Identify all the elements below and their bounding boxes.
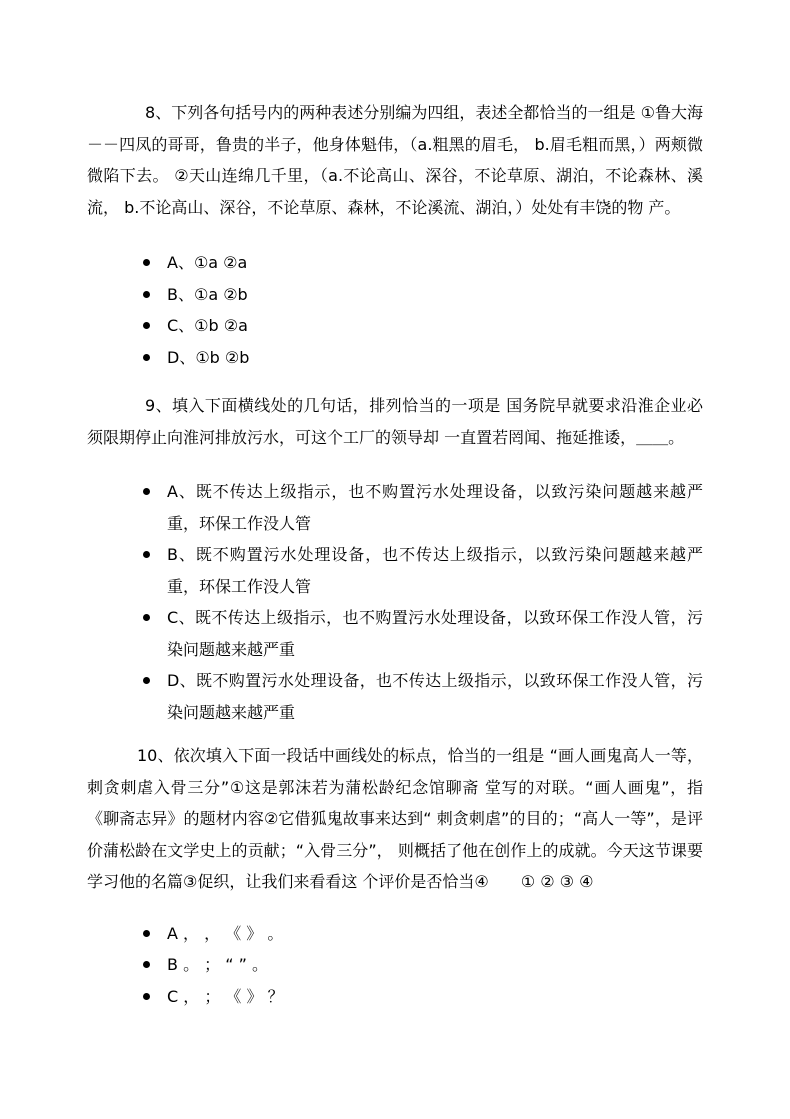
option-item xyxy=(167,949,703,981)
question-10-options xyxy=(87,918,703,1013)
option-text: C ， ； 《 》 ？ xyxy=(167,986,284,1006)
question-9-stem: 9、填入下面横线处的几句话，排列恰当的一项是 国务院早就要求沿淮企业必须限期停止向淮河排放污水，可这个工厂的领导却 一直置若罔闻、拖延推诿，＿＿。 xyxy=(87,396,703,447)
question-10 xyxy=(87,740,703,1012)
option-item xyxy=(167,342,703,374)
option-text: B 。 ； “ ” 。 xyxy=(167,955,268,974)
question-9-options xyxy=(87,476,703,728)
option-text: B、①a ②b xyxy=(167,284,248,304)
bullet-icon xyxy=(143,291,150,298)
option-item xyxy=(167,310,703,342)
question-10-stem: 10、依次填入下面一段话中画线处的标点，恰当的一组是 “画人画鬼高人一等，刺贪刺虐入骨三分”①这是郭沫若为蒲松龄纪念馆聊斋 堂写的对联。“画人画鬼”，指《聊斋志异》的题材内容②它借狐鬼故事来达到“ 刺贪刺虐”的目的；“高人一等”，是评价蒲松龄在文学史上的贡献；“入骨三分”， 则概括了他在创作上的成就。今天这节课要学习他的名篇③促织，让我们来看看这 个评价是否恰当④ ① ② ③ ④ xyxy=(87,746,703,891)
bullet-icon xyxy=(143,677,150,684)
option-text: C、既不传达上级指示，也不购置污水处理设备，以致环保工作没人管，污染问题越来越严重 xyxy=(167,608,703,659)
option-item xyxy=(167,665,703,728)
option-item xyxy=(167,539,703,602)
bullet-icon xyxy=(143,614,150,621)
option-item xyxy=(167,918,703,950)
option-text: D、既不购置污水处理设备，也不传达上级指示，以致环保工作没人管，污染问题越来越严重 xyxy=(167,671,703,722)
bullet-icon xyxy=(143,993,150,1000)
question-9 xyxy=(87,390,703,728)
question-8-stem: 8、下列各句括号内的两种表述分别编为四组，表述全都恰当的一组是 ①鲁大海－－四凤的哥哥，鲁贵的半子，他身体魁伟，（a.粗黑的眉毛， b.眉毛粗而黑，）两颊微微陷下去。 ②天山连绵几千里，（a.不论高山、深谷，不论草原、湖泊，不论森林、溪流， b.不论高山、深谷，不论草原、森林，不论溪流、湖泊，）处处有丰饶的物 产。 xyxy=(87,103,703,217)
option-text: A、既不传达上级指示，也不购置污水处理设备，以致污染问题越来越严重，环保工作没人管 xyxy=(167,482,703,533)
bullet-icon xyxy=(143,930,150,937)
bullet-icon xyxy=(143,551,150,558)
bullet-icon xyxy=(143,322,150,329)
option-text: A ， ， 《 》 。 xyxy=(167,923,284,943)
option-text: C、①b ②a xyxy=(167,316,248,335)
option-item xyxy=(167,981,703,1013)
option-item xyxy=(167,247,703,279)
option-text: D、①b ②b xyxy=(167,347,250,367)
option-item xyxy=(167,476,703,539)
option-text: B、既不购置污水处理设备，也不传达上级指示，以致污染问题越来越严重，环保工作没人管 xyxy=(167,545,703,596)
bullet-icon xyxy=(143,488,150,495)
option-text: A、①a ②a xyxy=(167,253,248,272)
question-8 xyxy=(87,97,703,373)
bullet-icon xyxy=(143,259,150,266)
option-item xyxy=(167,279,703,311)
question-8-options xyxy=(87,247,703,373)
bullet-icon xyxy=(143,354,150,361)
option-item xyxy=(167,602,703,665)
bullet-icon xyxy=(143,961,150,968)
